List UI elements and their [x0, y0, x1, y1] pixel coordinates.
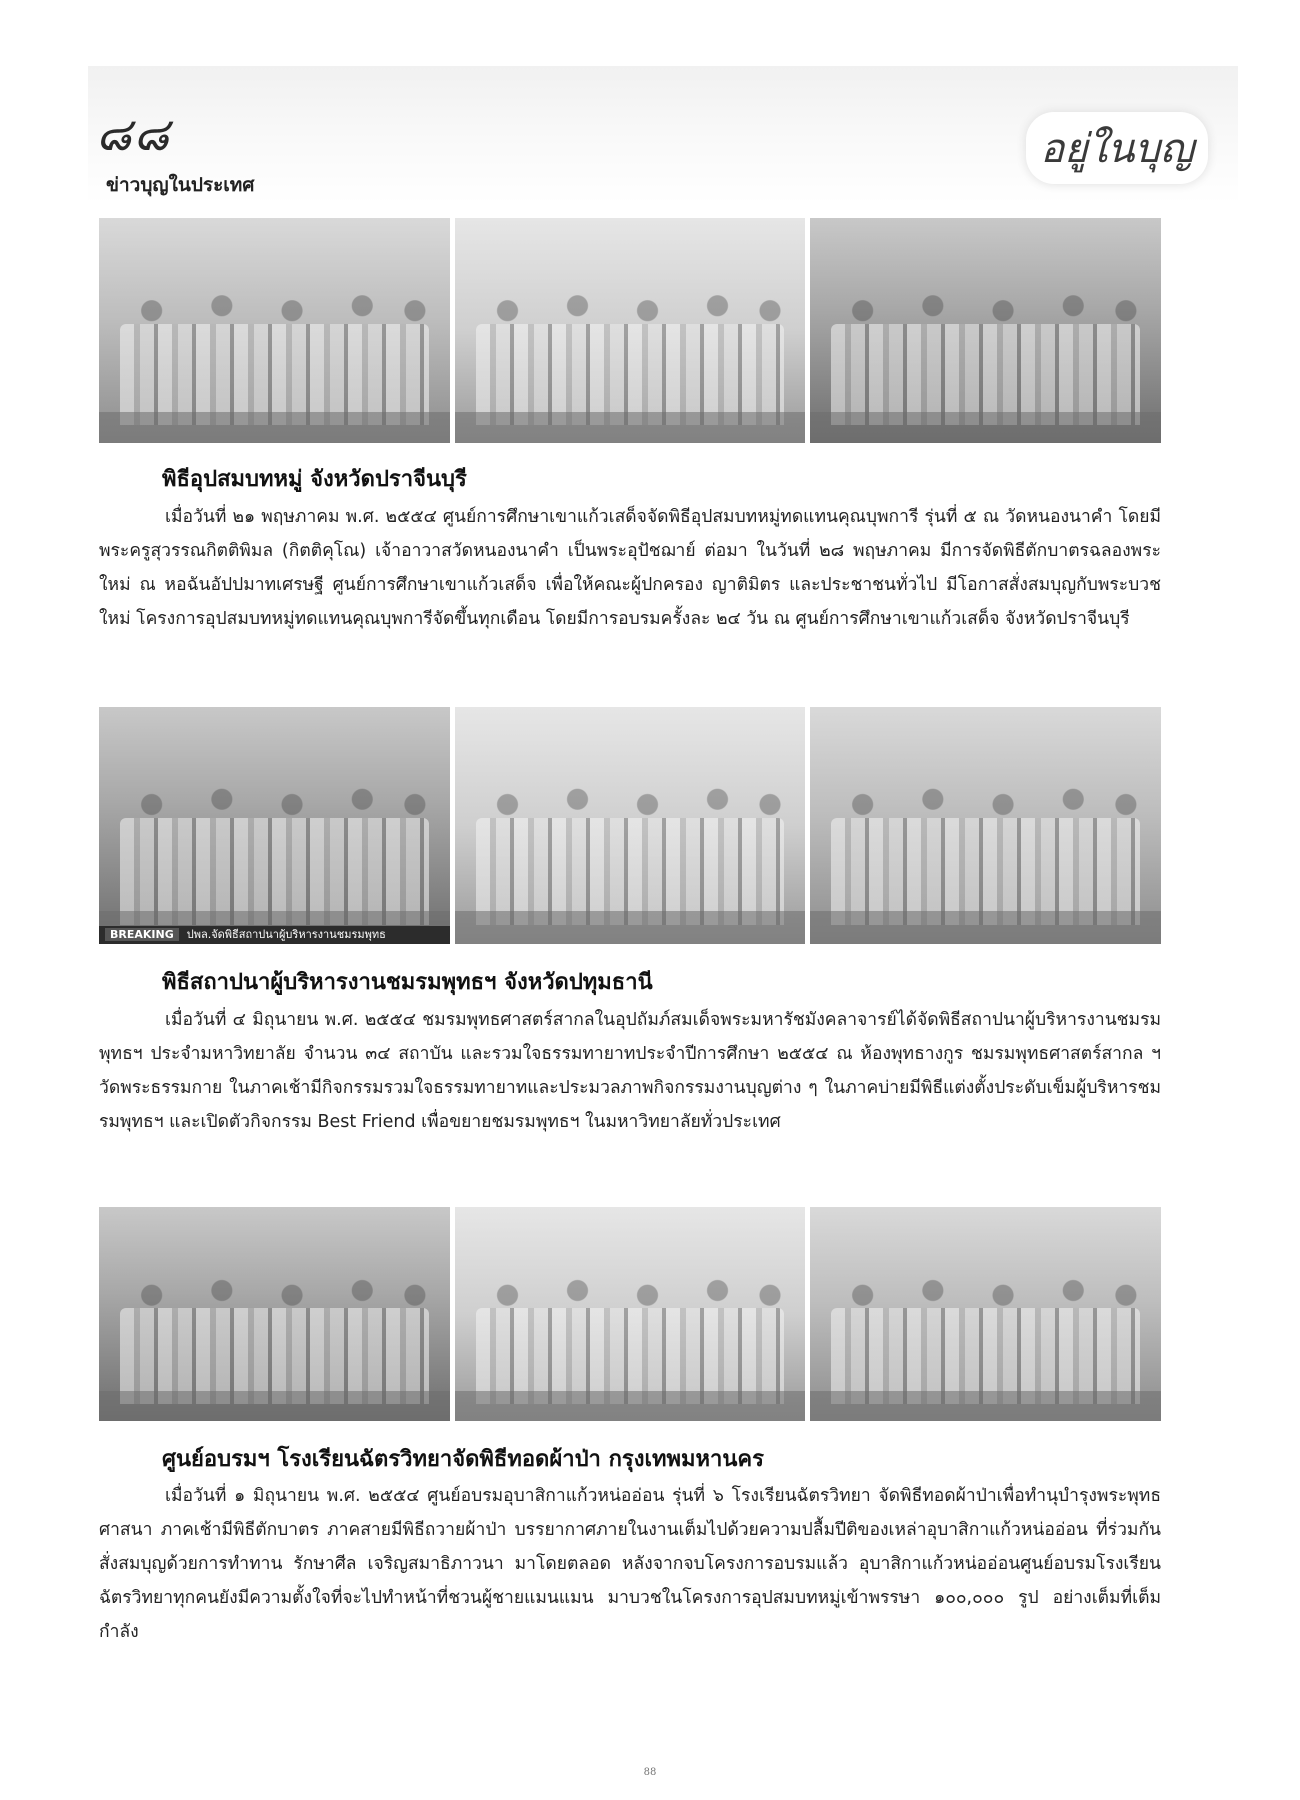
- article-title-ordination: พิธีอุปสมบทหมู่ จังหวัดปราจีนบุรี: [162, 467, 467, 492]
- caption-text: ปพล.จัดพิธีสถาปนาผู้บริหารงานชมรมพุทธ: [186, 928, 386, 941]
- article-paragraph: เมื่อวันที่ ๔ มิถุนายน พ.ศ. ๒๕๕๔ ชมรมพุทธศาสตร์สากลในอุปถัมภ์สมเด็จพระมหารัชมังคลาจารย์ได้จัดพิธีสถาปนาผู้บริหารงานชมรมพุทธฯ ประจำมหาวิทยาลัย จำนวน ๓๔ สถาบัน และรวมใจธรรมทายาทประจำปีการศึกษา ๒๕๕๔ ณ ห้องพุทธางกูร ชมรมพุทธศาสตร์สากล ฯ วัดพระธรรมกาย ในภาคเช้ามีกิจกรรมรวมใจธรรมทายาทและประมวลภาพกิจกรรมงานบุญต่าง ๆ ในภาคบ่ายมีพิธีแต่งตั้งประดับเข็มผู้บริหารชมรมพุทธฯ และเปิดตัวกิจกรรม Best Friend เพื่อขยายชมรมพุทธฯ ในมหาวิทยาลัยทั่วประเทศ: [99, 1010, 1161, 1132]
- article-title-robe-offering: ศูนย์อบรมฯ โรงเรียนฉัตรวิทยาจัดพิธีทอดผ้าป่า กรุงเทพมหานคร: [162, 1447, 764, 1472]
- magazine-logo: อยู่ในบุญ: [1026, 112, 1208, 184]
- article-title-buddhist-club: พิธีสถาปนาผู้บริหารงานชมรมพุทธฯ จังหวัดปทุมธานี: [162, 970, 653, 995]
- article-paragraph: เมื่อวันที่ ๑ มิถุนายน พ.ศ. ๒๕๕๔ ศูนย์อบรมอุบาสิกาแก้วหน่ออ่อน รุ่นที่ ๖ โรงเรียนฉัตรวิทยา จัดพิธีทอดผ้าป่าเพื่อทำนุบำรุงพระพุทธศาสนา ภาคเช้ามีพิธีตักบาตร ภาคสายมีพิธีถวายผ้าป่า บรรยากาศภายในงานเต็มไปด้วยความปลื้มปีติของเหล่าอุบาสิกาแก้วหน่ออ่อน ที่ร่วมกันสั่งสมบุญด้วยการทำทาน รักษาศีล เจริญสมาธิภาวนา มาโดยตลอด หลังจากจบโครงการอบรมแล้ว อุบาสิกาแก้วหน่ออ่อนศูนย์อบรมโรงเรียนฉัตรวิทยาทุกคนยังมีความตั้งใจที่จะไปทำหน้าที่ชวนผู้ชายแมนแมน มาบวชในโครงการอุปสมบทหมู่เข้าพรรษา ๑๐๐,๐๐๐ รูป อย่างเต็มที่เต็มกำลัง: [99, 1486, 1161, 1642]
- photo-monk-alms: [99, 1207, 450, 1421]
- photo-meditation-hall: [455, 1207, 806, 1421]
- photo-student-group: [455, 707, 806, 944]
- photo-offering-ceremony: [99, 707, 450, 944]
- photo-row-ordination: [99, 218, 1161, 443]
- photo-caption-strip: [99, 926, 450, 944]
- photo-robe-presentation: [810, 1207, 1161, 1421]
- photo-group-portrait: [810, 218, 1161, 443]
- photo-row-robe-offering: [99, 1207, 1161, 1421]
- article-body-robe-offering: [99, 1479, 1161, 1649]
- article-body-buddhist-club: [99, 1003, 1161, 1139]
- photo-monks-standing: [455, 218, 806, 443]
- article-paragraph: เมื่อวันที่ ๒๑ พฤษภาคม พ.ศ. ๒๕๕๔ ศูนย์การศึกษาเขาแก้วเสด็จจัดพิธีอุปสมบทหมู่ทดแทนคุณบุพการี รุ่นที่ ๕ ณ วัดหนองนาคำ โดยมีพระครูสุวรรณกิตติพิมล (กิตติคุโณ) เจ้าอาวาสวัดหนองนาคำ เป็นพระอุปัชฌาย์ ต่อมา ในวันที่ ๒๘ พฤษภาคม มีการจัดพิธีตักบาตรฉลองพระใหม่ ณ หอฉันอัปปมาทเศรษฐี ศูนย์การศึกษาเขาแก้วเสด็จ เพื่อให้คณะผู้ปกครอง ญาติมิตร และประชาชนทั่วไป มีโอกาสสั่งสมบุญกับพระบวชใหม่ โครงการอุปสมบทหมู่ทดแทนคุณบุพการีจัดขึ้นทุกเดือน โดยมีการอบรมครั้งละ ๒๔ วัน ณ ศูนย์การศึกษาเขาแก้วเสด็จ จังหวัดปราจีนบุรี: [99, 507, 1161, 629]
- photo-row-buddhist-club: [99, 707, 1161, 944]
- section-label: ข่าวบุญในประเทศ: [106, 174, 255, 196]
- photo-alms-procession: [99, 218, 450, 443]
- footer-page-number: 88: [643, 1767, 657, 1778]
- caption-tag: BREAKING: [105, 928, 179, 941]
- photo-pin-ceremony: [810, 707, 1161, 944]
- article-body-ordination: [99, 500, 1161, 636]
- page-number: ๘๘: [96, 107, 171, 161]
